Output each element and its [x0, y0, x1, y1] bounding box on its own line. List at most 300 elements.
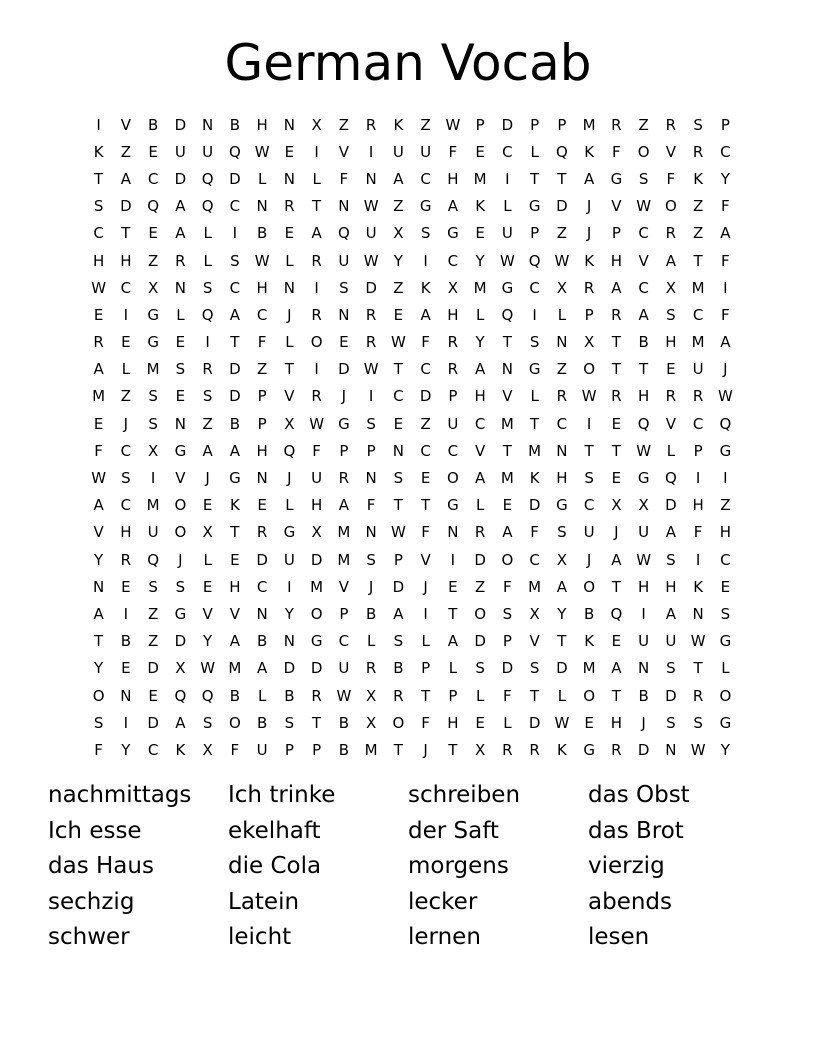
grid-letter: D	[310, 550, 323, 569]
grid-letter: X	[529, 604, 540, 623]
grid-letter: E	[611, 632, 622, 651]
grid-letter: L	[475, 305, 485, 324]
grid-letter: L	[121, 360, 131, 379]
grid-letter: I	[287, 577, 292, 596]
grid-letter: E	[393, 414, 404, 433]
grid-letter: B	[229, 686, 241, 705]
grid-letter: Q	[283, 441, 296, 460]
grid-letter: R	[611, 115, 622, 134]
grid-letter: X	[202, 740, 213, 759]
grid-letter: I	[723, 469, 728, 488]
grid-letter: V	[120, 115, 131, 134]
grid-letter: K	[584, 142, 595, 161]
grid-letter: I	[586, 414, 592, 433]
word-list-item: Latein	[228, 888, 300, 915]
grid-letter: W	[254, 142, 270, 161]
grid-letter: H	[256, 115, 268, 134]
grid-letter: A	[611, 659, 622, 678]
grid-letter: T	[557, 169, 567, 188]
grid-letter: Z	[638, 115, 649, 134]
grid-letter: Q	[664, 469, 677, 488]
grid-letter: U	[365, 224, 377, 243]
grid-letter: K	[556, 740, 567, 759]
grid-letter: C	[638, 278, 649, 297]
grid-letter: D	[229, 360, 241, 379]
grid-letter: M	[310, 577, 324, 596]
grid-letter: C	[120, 496, 132, 515]
grid-letter: G	[719, 713, 732, 732]
grid-letter: D	[556, 659, 568, 678]
grid-letter: V	[338, 577, 349, 596]
grid-letter: S	[638, 169, 649, 188]
grid-letter: N	[256, 197, 268, 216]
grid-letter: F	[257, 333, 267, 352]
grid-letter: Q	[555, 142, 568, 161]
grid-letter: L	[666, 441, 676, 460]
grid-letter: R	[393, 686, 404, 705]
grid-letter: F	[530, 523, 539, 542]
word-list-item: lesen	[588, 924, 650, 950]
grid-letter: N	[93, 577, 105, 596]
grid-letter: I	[314, 278, 319, 297]
grid-letter: U	[638, 523, 650, 542]
grid-letter: H	[92, 251, 105, 270]
grid-letter: G	[719, 632, 732, 651]
grid-letter: H	[310, 496, 323, 515]
grid-letter: G	[174, 441, 187, 460]
grid-letter: L	[285, 251, 294, 270]
grid-letter: U	[638, 632, 650, 651]
grid-letter: N	[692, 604, 704, 623]
grid-letter: I	[695, 550, 701, 569]
grid-letter: R	[365, 659, 377, 678]
grid-letter: P	[448, 686, 458, 705]
grid-letter: K	[93, 142, 104, 161]
grid-letter: A	[256, 659, 268, 678]
grid-letter: L	[475, 686, 485, 705]
grid-letter: T	[611, 577, 621, 596]
grid-letter: E	[475, 142, 485, 161]
grid-letter: I	[723, 278, 728, 297]
grid-letter: C	[692, 305, 704, 324]
grid-letter: Y	[475, 333, 485, 352]
grid-letter: S	[148, 387, 158, 406]
grid-letter: R	[583, 278, 595, 297]
grid-letter: F	[94, 441, 103, 460]
grid-letter: P	[366, 441, 376, 460]
grid-letter: Z	[393, 197, 404, 216]
word-list-item: vierzig	[588, 853, 665, 879]
grid-letter: W	[581, 387, 597, 406]
grid-letter: X	[447, 278, 459, 297]
grid-letter: T	[530, 686, 540, 705]
grid-letter: Z	[256, 360, 268, 379]
grid-letter: S	[475, 659, 485, 678]
grid-letter: D	[174, 632, 187, 651]
grid-letter: S	[666, 305, 676, 324]
grid-letter: J	[614, 523, 619, 542]
grid-letter: Q	[228, 142, 241, 161]
grid-row	[85, 383, 739, 410]
grid-letter: Z	[474, 577, 486, 596]
grid-letter: F	[721, 305, 730, 324]
grid-letter: X	[583, 333, 595, 352]
grid-letter: Q	[147, 197, 160, 216]
grid-letter: Y	[94, 659, 104, 678]
grid-letter: Q	[201, 305, 214, 324]
grid-letter: S	[557, 523, 567, 542]
grid-letter: R	[665, 224, 677, 243]
grid-letter: S	[175, 360, 186, 379]
grid-letter: T	[502, 333, 512, 352]
grid-letter: N	[638, 659, 650, 678]
grid-row	[85, 655, 739, 682]
grid-letter: R	[284, 197, 295, 216]
grid-letter: L	[421, 632, 430, 651]
grid-letter: B	[229, 414, 241, 433]
grid-letter: B	[229, 115, 241, 134]
grid-letter: M	[500, 414, 514, 433]
grid-letter: L	[530, 387, 539, 406]
grid-letter: T	[557, 632, 567, 651]
grid-letter: V	[284, 387, 295, 406]
grid-letter: J	[205, 469, 210, 488]
grid-row	[85, 274, 739, 301]
grid-letter: F	[503, 686, 512, 705]
grid-letter: V	[638, 251, 649, 270]
grid-letter: W	[309, 414, 325, 433]
grid-letter: X	[611, 496, 622, 515]
grid-letter: R	[365, 305, 377, 324]
grid-letter: Z	[692, 224, 704, 243]
letter-grid	[85, 111, 739, 764]
grid-letter: R	[365, 115, 377, 134]
grid-letter: V	[665, 414, 676, 433]
grid-letter: A	[93, 604, 104, 623]
grid-letter: H	[447, 713, 459, 732]
grid-letter: B	[256, 632, 268, 651]
grid-letter: A	[175, 713, 186, 732]
grid-letter: M	[337, 523, 351, 542]
grid-letter: X	[175, 659, 186, 678]
grid-letter: S	[666, 550, 676, 569]
grid-letter: A	[720, 224, 731, 243]
grid-letter: A	[93, 496, 104, 515]
word-list-item: das Haus	[48, 853, 154, 879]
grid-letter: J	[586, 550, 592, 569]
grid-letter: D	[338, 360, 350, 379]
grid-letter: J	[423, 577, 428, 596]
grid-letter: R	[447, 333, 459, 352]
grid-letter: H	[120, 251, 132, 270]
grid-letter: N	[120, 686, 132, 705]
grid-letter: F	[503, 577, 512, 596]
grid-letter: S	[584, 469, 594, 488]
grid-letter: N	[256, 469, 268, 488]
grid-letter: U	[420, 142, 432, 161]
grid-letter: F	[721, 251, 730, 270]
grid-letter: D	[637, 740, 650, 759]
grid-letter: W	[554, 713, 570, 732]
grid-letter: C	[256, 577, 268, 596]
grid-letter: C	[420, 169, 431, 188]
grid-letter: Z	[556, 224, 568, 243]
grid-letter: E	[175, 333, 186, 352]
grid-letter: M	[337, 550, 351, 569]
grid-letter: Q	[528, 251, 541, 270]
grid-letter: V	[202, 604, 213, 623]
grid-letter: T	[121, 224, 131, 243]
grid-letter: L	[312, 169, 321, 188]
grid-letter: E	[720, 577, 731, 596]
grid-letter: L	[448, 659, 458, 678]
grid-letter: F	[693, 523, 703, 542]
grid-letter: Y	[393, 251, 403, 270]
grid-letter: T	[393, 740, 403, 759]
grid-letter: I	[450, 550, 456, 569]
grid-row	[85, 138, 739, 165]
grid-letter: Y	[557, 604, 567, 623]
grid-letter: D	[229, 169, 241, 188]
grid-letter: B	[583, 604, 595, 623]
grid-letter: Y	[94, 550, 104, 569]
grid-letter: E	[175, 387, 186, 406]
grid-letter: A	[720, 333, 731, 352]
grid-row	[85, 573, 739, 600]
grid-letter: X	[556, 278, 568, 297]
grid-letter: J	[723, 360, 728, 379]
grid-letter: F	[421, 333, 430, 352]
grid-letter: C	[93, 224, 104, 243]
grid-letter: D	[528, 713, 541, 732]
grid-letter: K	[420, 278, 431, 297]
grid-letter: Q	[501, 305, 514, 324]
grid-letter: I	[314, 360, 319, 379]
grid-letter: B	[338, 713, 350, 732]
grid-letter: T	[284, 360, 294, 379]
grid-letter: R	[338, 469, 350, 488]
grid-letter: S	[148, 577, 158, 596]
grid-letter: N	[447, 523, 459, 542]
grid-letter: S	[202, 713, 213, 732]
grid-letter: A	[474, 469, 486, 488]
grid-letter: N	[202, 115, 214, 134]
grid-letter: T	[421, 686, 431, 705]
grid-letter: P	[530, 224, 540, 243]
grid-letter: L	[176, 305, 185, 324]
grid-letter: K	[693, 169, 704, 188]
grid-letter: C	[638, 224, 649, 243]
grid-letter: T	[611, 686, 621, 705]
grid-letter: U	[174, 142, 186, 161]
grid-letter: R	[93, 333, 104, 352]
grid-letter: Y	[475, 251, 485, 270]
grid-letter: A	[229, 632, 240, 651]
grid-letter: O	[719, 686, 732, 705]
grid-letter: O	[174, 523, 187, 542]
grid-letter: G	[583, 740, 595, 759]
grid-letter: A	[665, 251, 676, 270]
grid-letter: T	[611, 360, 621, 379]
grid-letter: S	[393, 632, 404, 651]
grid-letter: F	[94, 740, 103, 759]
grid-letter: G	[528, 197, 541, 216]
grid-letter: S	[502, 604, 513, 623]
grid-letter: A	[175, 197, 186, 216]
grid-letter: D	[501, 659, 514, 678]
grid-letter: F	[721, 197, 730, 216]
word-list-item: ekelhaft	[228, 817, 321, 844]
page-title: German Vocab	[224, 34, 592, 92]
grid-letter: U	[202, 142, 214, 161]
grid-letter: G	[447, 496, 459, 515]
grid-letter: D	[474, 632, 486, 651]
grid-letter: J	[287, 305, 292, 324]
grid-letter: V	[474, 441, 486, 460]
grid-letter: C	[420, 441, 431, 460]
grid-letter: L	[530, 142, 539, 161]
grid-letter: A	[447, 632, 458, 651]
grid-letter: N	[665, 740, 677, 759]
grid-letter: L	[203, 550, 212, 569]
grid-letter: P	[284, 740, 294, 759]
word-list-item: der Saft	[408, 817, 499, 844]
grid-letter: I	[232, 224, 238, 243]
grid-letter: T	[693, 251, 703, 270]
grid-letter: U	[283, 550, 295, 569]
grid-letter: X	[638, 496, 649, 515]
grid-letter: A	[393, 604, 404, 623]
grid-letter: E	[121, 659, 131, 678]
grid-letter: H	[610, 713, 623, 732]
grid-letter: O	[392, 713, 405, 732]
grid-letter: D	[283, 659, 296, 678]
grid-letter: V	[502, 387, 513, 406]
grid-letter: O	[174, 496, 187, 515]
grid-letter: E	[93, 305, 104, 324]
word-list	[48, 778, 768, 956]
grid-letter: Q	[637, 414, 650, 433]
grid-letter: X	[665, 278, 677, 297]
grid-letter: I	[423, 251, 428, 270]
grid-letter: N	[501, 360, 513, 379]
grid-letter: K	[584, 251, 595, 270]
grid-letter: S	[666, 659, 676, 678]
grid-letter: C	[720, 142, 731, 161]
grid-letter: H	[229, 577, 241, 596]
grid-letter: K	[393, 115, 404, 134]
grid-letter: S	[529, 659, 540, 678]
grid-letter: W	[390, 333, 406, 352]
grid-letter: T	[693, 659, 703, 678]
grid-letter: C	[474, 414, 486, 433]
grid-letter: K	[693, 577, 704, 596]
grid-letter: W	[363, 360, 379, 379]
grid-letter: U	[501, 224, 513, 243]
grid-letter: X	[393, 224, 404, 243]
grid-letter: M	[500, 469, 514, 488]
grid-letter: W	[254, 251, 270, 270]
grid-letter: M	[473, 278, 487, 297]
grid-row	[85, 437, 739, 464]
grid-letter: M	[691, 278, 705, 297]
grid-letter: C	[147, 740, 159, 759]
grid-letter: D	[229, 387, 241, 406]
grid-letter: Q	[147, 550, 160, 569]
grid-letter: H	[556, 469, 568, 488]
grid-letter: G	[528, 360, 541, 379]
grid-letter: T	[530, 414, 540, 433]
grid-letter: A	[393, 169, 404, 188]
grid-letter: Z	[120, 142, 132, 161]
grid-letter: O	[583, 577, 596, 596]
grid-letter: V	[93, 523, 104, 542]
grid-letter: A	[93, 360, 104, 379]
grid-letter: W	[445, 115, 461, 134]
grid-letter: Q	[337, 224, 350, 243]
grid-letter: D	[392, 577, 405, 596]
grid-letter: I	[641, 604, 646, 623]
grid-letter: A	[229, 441, 240, 460]
grid-letter: X	[311, 115, 322, 134]
grid-row	[85, 301, 739, 328]
grid-letter: Q	[719, 414, 732, 433]
grid-letter: I	[314, 142, 319, 161]
grid-letter: A	[338, 496, 349, 515]
grid-letter: W	[336, 686, 352, 705]
grid-letter: F	[666, 169, 676, 188]
grid-letter: D	[120, 197, 132, 216]
grid-letter: N	[174, 414, 186, 433]
grid-letter: W	[636, 441, 652, 460]
grid-letter: U	[338, 659, 350, 678]
grid-letter: X	[365, 686, 377, 705]
grid-row	[85, 546, 739, 573]
grid-letter: V	[420, 550, 431, 569]
grid-letter: Z	[556, 360, 568, 379]
grid-letter: W	[363, 251, 379, 270]
grid-letter: L	[557, 305, 567, 324]
grid-letter: J	[123, 414, 129, 433]
grid-letter: I	[368, 142, 374, 161]
grid-letter: Y	[121, 740, 131, 759]
grid-letter: E	[448, 577, 458, 596]
grid-letter: M	[582, 115, 596, 134]
grid-letter: E	[611, 414, 622, 433]
grid-letter: D	[174, 115, 187, 134]
grid-letter: Z	[147, 251, 159, 270]
grid-letter: S	[666, 713, 676, 732]
grid-letter: T	[584, 441, 594, 460]
grid-letter: R	[665, 387, 677, 406]
word-list-item: das Obst	[588, 782, 690, 808]
grid-letter: C	[120, 278, 132, 297]
grid-letter: I	[505, 169, 510, 188]
grid-row	[85, 165, 739, 192]
grid-letter: K	[584, 632, 595, 651]
grid-letter: I	[368, 387, 374, 406]
grid-letter: R	[556, 387, 568, 406]
grid-letter: D	[174, 169, 187, 188]
grid-letter: Z	[338, 115, 350, 134]
grid-letter: S	[93, 713, 104, 732]
grid-letter: G	[447, 224, 459, 243]
grid-letter: T	[448, 740, 458, 759]
grid-letter: X	[147, 278, 159, 297]
grid-letter: D	[147, 659, 159, 678]
grid-letter: X	[311, 523, 322, 542]
grid-letter: T	[502, 441, 512, 460]
